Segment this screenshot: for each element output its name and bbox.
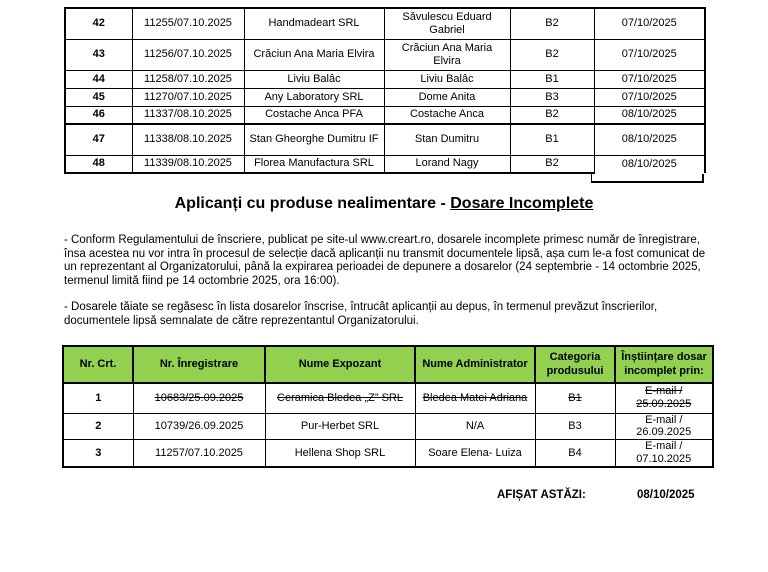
applicants-table-container: [64, 7, 704, 174]
cell-admin: N/A: [415, 413, 535, 440]
cell-registration: 10683/25.09.2025: [133, 383, 265, 413]
header-instiintare: Înștiințare dosar incomplet prin:: [615, 346, 713, 383]
cell-category: B1: [510, 124, 594, 155]
cell-nr: 47: [65, 124, 132, 155]
cell-registration: 11258/07.10.2025: [132, 70, 244, 88]
cell-admin: Săvulescu Eduard Gabriel: [384, 8, 510, 39]
cell-date: 08/10/2025: [594, 124, 705, 155]
cell-nr: 43: [65, 39, 132, 70]
table-row: [65, 155, 705, 173]
cell-category: B3: [535, 413, 615, 440]
incomplete-table-container: [62, 345, 712, 468]
cell-registration: 11339/08.10.2025: [132, 155, 244, 173]
cell-category: B2: [510, 155, 594, 173]
cell-nr: 42: [65, 8, 132, 39]
cell-date: 08/10/2025: [594, 155, 705, 173]
last-column-cell-extension: [591, 174, 704, 183]
cell-category: B3: [510, 88, 594, 106]
cell-admin: Dome Anita: [384, 88, 510, 106]
cell-exhibitor: Hellena Shop SRL: [265, 440, 415, 467]
cell-nr: 2: [63, 413, 133, 440]
cell-notice: E-mail / 07.10.2025: [615, 440, 713, 467]
cell-exhibitor: Costache Anca PFA: [244, 106, 384, 124]
cell-date: 07/10/2025: [594, 88, 705, 106]
cell-nr: 1: [63, 383, 133, 413]
cell-registration: 11255/07.10.2025: [132, 8, 244, 39]
cell-exhibitor: Florea Manufactura SRL: [244, 155, 384, 173]
cell-nr: 3: [63, 440, 133, 467]
cell-admin: Lorand Nagy: [384, 155, 510, 173]
header-nr-crt: Nr. Crt.: [63, 346, 133, 383]
posted-today-label: AFIȘAT ASTĂZI:: [497, 489, 586, 501]
cell-date: 07/10/2025: [594, 8, 705, 39]
cell-registration: 11257/07.10.2025: [133, 440, 265, 467]
cell-admin: Costache Anca: [384, 106, 510, 124]
cell-date: 08/10/2025: [594, 106, 705, 124]
cell-exhibitor: Crăciun Ana Maria Elvira: [244, 39, 384, 70]
header-nr-inregistrare: Nr. Înregistrare: [133, 346, 265, 383]
note-paragraph-2: - Dosarele tăiate se regăsesc în lista dosarelor înscrise, întrucât aplicanții au depus, în termenul prevăzut înscrierilor, documentele lipsă semnalate de către reprezentantul Organizatorului.: [64, 301, 658, 327]
cell-registration: 11337/08.10.2025: [132, 106, 244, 124]
header-categoria: Categoria produsului: [535, 346, 615, 383]
section-heading: [0, 195, 768, 213]
cell-exhibitor: Liviu Balâc: [244, 70, 384, 88]
cell-date: 07/10/2025: [594, 39, 705, 70]
section-heading-underlined: Dosare Incomplete: [450, 195, 594, 212]
cell-nr: 46: [65, 106, 132, 124]
applicants-table: [64, 7, 706, 174]
table-row: [63, 413, 713, 440]
table-row: [65, 39, 705, 70]
cell-admin: Stan Dumitru: [384, 124, 510, 155]
incomplete-table: [62, 345, 714, 468]
cell-admin: Crăciun Ana Maria Elvira: [384, 39, 510, 70]
cell-nr: 44: [65, 70, 132, 88]
table-row: [65, 8, 705, 39]
table-row: [65, 88, 705, 106]
cell-date: 07/10/2025: [594, 70, 705, 88]
table-row: [65, 70, 705, 88]
cell-category: B2: [510, 106, 594, 124]
cell-exhibitor: Pur-Herbet SRL: [265, 413, 415, 440]
section-heading-prefix: Aplicanți cu produse nealimentare -: [174, 195, 451, 212]
cell-registration: 11256/07.10.2025: [132, 39, 244, 70]
cell-nr: 48: [65, 155, 132, 173]
cell-category: B4: [535, 440, 615, 467]
header-row: [63, 346, 713, 383]
note-paragraph-1: - Conform Regulamentului de înscriere, publicat pe site-ul www.creart.ro, dosarele incomplete primesc număr de înregistrare, însa acestea nu vor intra în procesul de selecție dacă aplicanții nu transmit documentele lipsă, așa cum le-a fost comunicat de un reprezentant al Organizatorului, până la expirarea perioadei de depunere a dosarelor (24 septembrie - 14 octombrie 2025, termenul limită fiind pe 14 octombrie 2025, ora 16:00).: [64, 234, 706, 287]
cell-category: B1: [510, 70, 594, 88]
table-row: [65, 106, 705, 124]
header-nume-administrator: Nume Administrator: [415, 346, 535, 383]
notes-block: [64, 234, 718, 341]
cell-nr: 45: [65, 88, 132, 106]
cell-admin: Liviu Balâc: [384, 70, 510, 88]
cell-category: B2: [510, 8, 594, 39]
cell-category: B1: [535, 383, 615, 413]
cell-notice: E-mail / 25.09.2025: [615, 383, 713, 413]
cell-registration: 10739/26.09.2025: [133, 413, 265, 440]
table-row-struck: [63, 383, 713, 413]
cell-exhibitor: Handmadeart SRL: [244, 8, 384, 39]
cell-category: B2: [510, 39, 594, 70]
header-nume-expozant: Nume Expozant: [265, 346, 415, 383]
cell-exhibitor: Stan Gheorghe Dumitru IF: [244, 124, 384, 155]
cell-registration: 11338/08.10.2025: [132, 124, 244, 155]
cell-exhibitor: Any Laboratory SRL: [244, 88, 384, 106]
cell-admin: Soare Elena- Luiza: [415, 440, 535, 467]
table-row: [63, 440, 713, 467]
cell-exhibitor: Ceramica Bledea „Z” SRL: [265, 383, 415, 413]
cell-admin: Bledea Matei Adriana: [415, 383, 535, 413]
table-row: [65, 124, 705, 155]
cell-notice: E-mail / 26.09.2025: [615, 413, 713, 440]
cell-registration: 11270/07.10.2025: [132, 88, 244, 106]
posted-today-date: 08/10/2025: [637, 489, 695, 501]
